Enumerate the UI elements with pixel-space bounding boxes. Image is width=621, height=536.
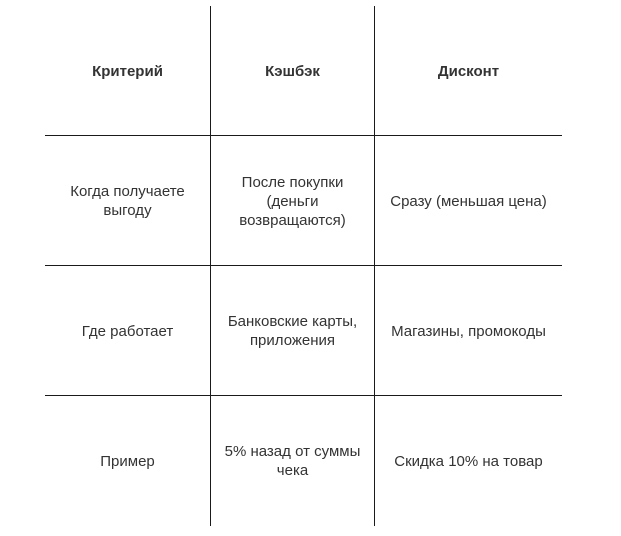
table-cell: Сразу (меньшая цена) — [390, 192, 547, 210]
header-cell-criterion: Критерий — [92, 62, 163, 80]
row-divider — [45, 135, 562, 136]
table-cell: После покупки (деньги возвращаются) — [239, 173, 346, 229]
table-cell: Когда получаете выгоду — [70, 183, 185, 219]
table-row — [45, 396, 562, 526]
table-cell: Банковские карты, приложения — [227, 313, 358, 349]
table-cell: Магазины, промокоды — [391, 322, 546, 340]
row-divider — [45, 265, 562, 266]
table-row — [45, 266, 562, 396]
header-cell-discount: Дисконт — [437, 62, 500, 80]
header-cell-cashback: Кэшбэк — [265, 62, 320, 80]
column-divider — [374, 6, 375, 526]
table-cell: Скидка 10% на товар — [394, 452, 543, 470]
column-divider — [210, 6, 211, 526]
table-row — [45, 136, 562, 266]
row-divider — [45, 395, 562, 396]
table-header-row — [45, 6, 562, 136]
comparison-table — [45, 6, 562, 526]
table-cell: 5% назад от суммы чека — [224, 443, 361, 479]
table-cell: Где работает — [81, 322, 174, 340]
table-cell: Пример — [100, 452, 155, 470]
